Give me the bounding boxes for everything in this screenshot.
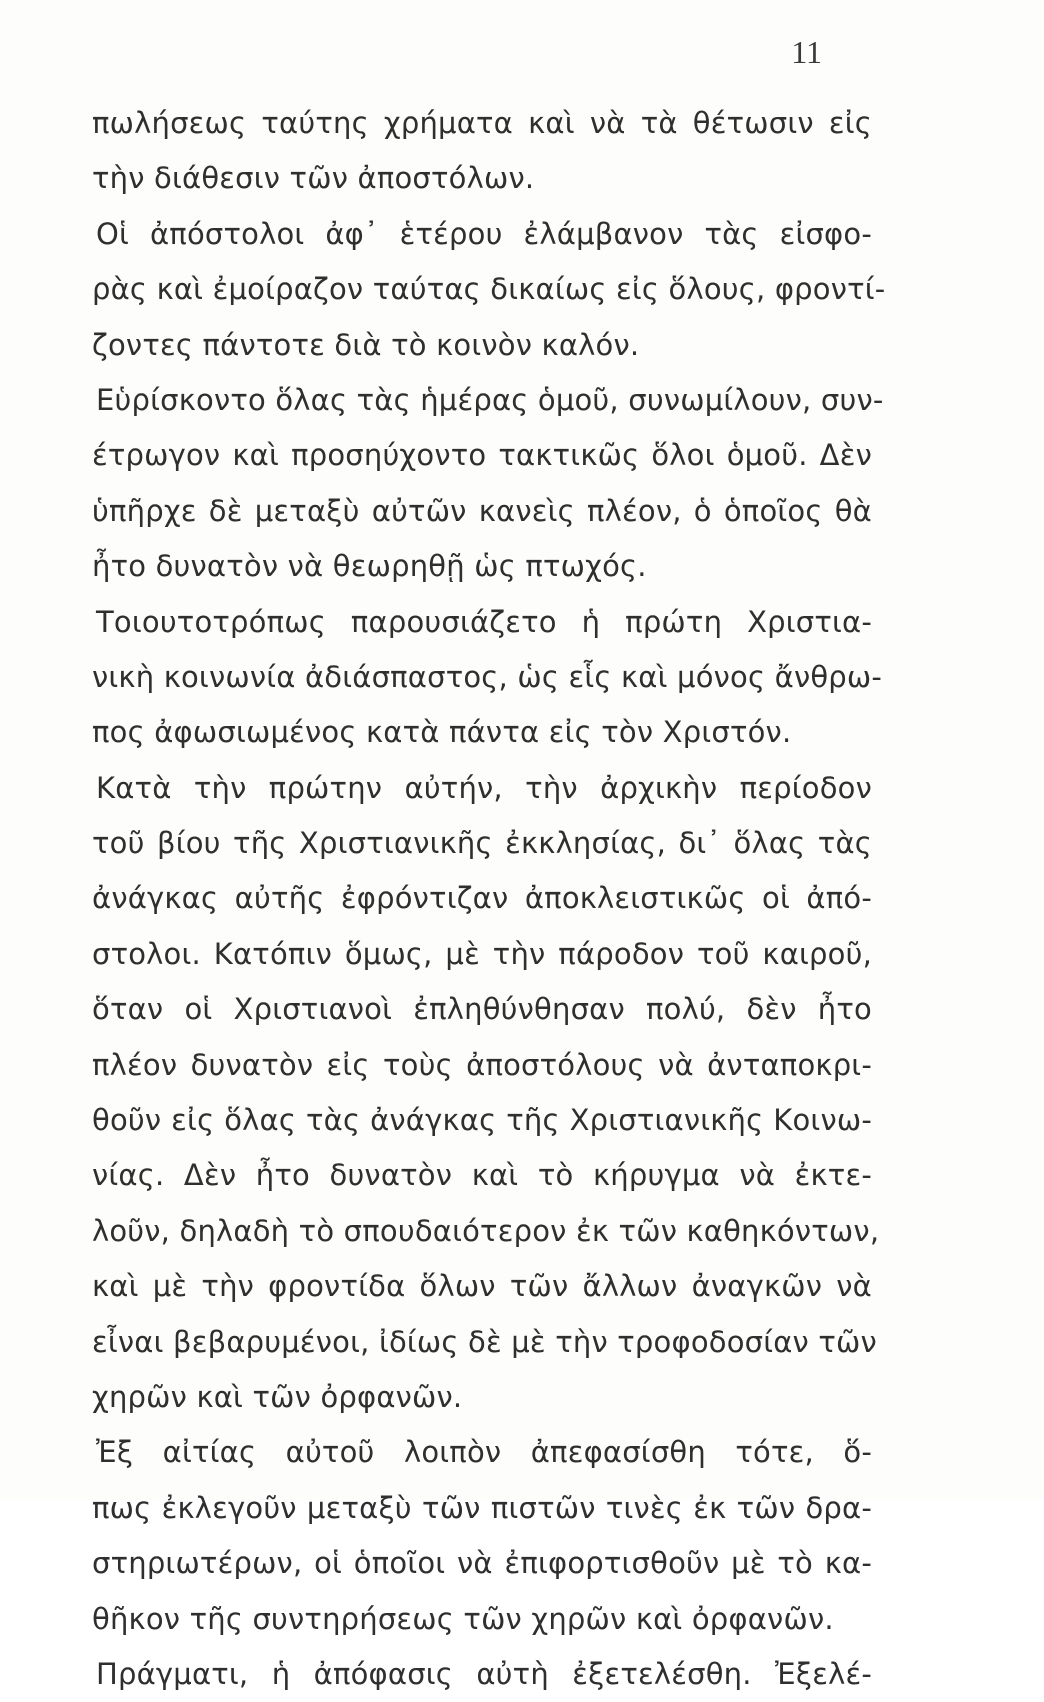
text-line: πως ἐκλεγοῦν μεταξὺ τῶν πιστῶν τινὲς ἐκ τῶν δρα- [92, 1490, 872, 1525]
text-line: Ἐξ αἰτίας αὐτοῦ λοιπὸν ἀπεφασίσθη τότε, ὅ- [96, 1435, 872, 1470]
text-line: νίας. Δὲν ἦτο δυνατὸν καὶ τὸ κήρυγμα νὰ ἐκτε- [92, 1158, 872, 1193]
text-line: Πράγματι, ἡ ἀπόφασις αὐτὴ ἐξετελέσθη. Ἐξελέ- [96, 1656, 872, 1691]
text-line: έτρωγον καὶ προσηύχοντο τακτικῶς ὅλοι ὁμοῦ. Δὲν [92, 438, 872, 473]
text-line: Εὑρίσκοντο ὅλας τὰς ἡμέρας ὁμοῦ, συνωμίλουν, συν- [96, 382, 884, 417]
text-line: θῆκον τῆς συντηρήσεως τῶν χηρῶν καὶ ὀρφανῶν. [92, 1601, 834, 1636]
text-line: ζοντες πάντοτε διὰ τὸ κοινὸν καλόν. [92, 327, 640, 362]
text-line: εἶναι βεβαρυμένοι, ἰδίως δὲ μὲ τὴν τροφοδοσίαν τῶν [92, 1324, 877, 1359]
text-line: θοῦν εἰς ὅλας τὰς ἀνάγκας τῆς Χριστιανικῆς Κοινω- [92, 1103, 872, 1138]
text-line: ὑπῆρχε δὲ μεταξὺ αὐτῶν κανεὶς πλέον, ὁ ὁποῖος θὰ [92, 493, 872, 528]
text-line: ἦτο δυνατὸν νὰ θεωρηθῇ ὡς πτωχός. [92, 549, 647, 584]
text-line: νικὴ κοινωνία ἀδιάσπαστος, ὡς εἷς καὶ μόνος ἄνθρω- [92, 659, 883, 694]
text-line: Τοιουτοτρόπως παρουσιάζετο ἡ πρώτη Χριστια- [96, 604, 872, 639]
page-number: 11 [791, 34, 822, 70]
text-line: ὅταν οἱ Χριστιανοὶ ἐπληθύνθησαν πολύ, δὲν ἦτο [92, 992, 872, 1027]
text-line: πος ἀφωσιωμένος κατὰ πάντα εἰς τὸν Χριστόν. [92, 715, 792, 750]
text-line: Κατὰ τὴν πρώτην αὐτήν, τὴν ἀρχικὴν περίοδον [96, 770, 872, 805]
text-line: πλέον δυνατὸν εἰς τοὺς ἀποστόλους νὰ ἀνταποκρι- [92, 1047, 872, 1082]
text-line: στολοι. Κατόπιν ὅμως, μὲ τὴν πάροδον τοῦ καιροῦ, [92, 936, 872, 971]
text-line: ἀνάγκας αὐτῆς ἐφρόντιζαν ἀποκλειστικῶς οἱ ἀπό- [92, 881, 872, 916]
text-line: χηρῶν καὶ τῶν ὀρφανῶν. [92, 1379, 463, 1414]
text-line: πωλήσεως ταύτης χρήματα καὶ νὰ τὰ θέτωσιν εἰς [92, 106, 872, 140]
text-line: λοῦν, δηλαδὴ τὸ σπουδαιότερον ἐκ τῶν καθηκόντων, [92, 1213, 880, 1248]
text-line: Οἱ ἀπόστολοι ἀφ᾽ ἑτέρου ἐλάμβανον τὰς εἰσφο- [96, 216, 872, 251]
body-text [92, 96, 886, 1702]
text-line: τὴν διάθεσιν τῶν ἀποστόλων. [92, 161, 535, 196]
text-line: τοῦ βίου τῆς Χριστιανικῆς ἐκκλησίας, δι᾽ ὅλας τὰς [92, 826, 872, 861]
text-line: στηριωτέρων, οἱ ὁποῖοι νὰ ἐπιφορτισθοῦν μὲ τὸ κα- [92, 1546, 872, 1581]
text-line: ρὰς καὶ ἐμοίραζον ταύτας δικαίως εἰς ὅλους, φροντί- [92, 272, 886, 307]
text-line: καὶ μὲ τὴν φροντίδα ὅλων τῶν ἄλλων ἀναγκῶν νὰ [92, 1269, 872, 1304]
